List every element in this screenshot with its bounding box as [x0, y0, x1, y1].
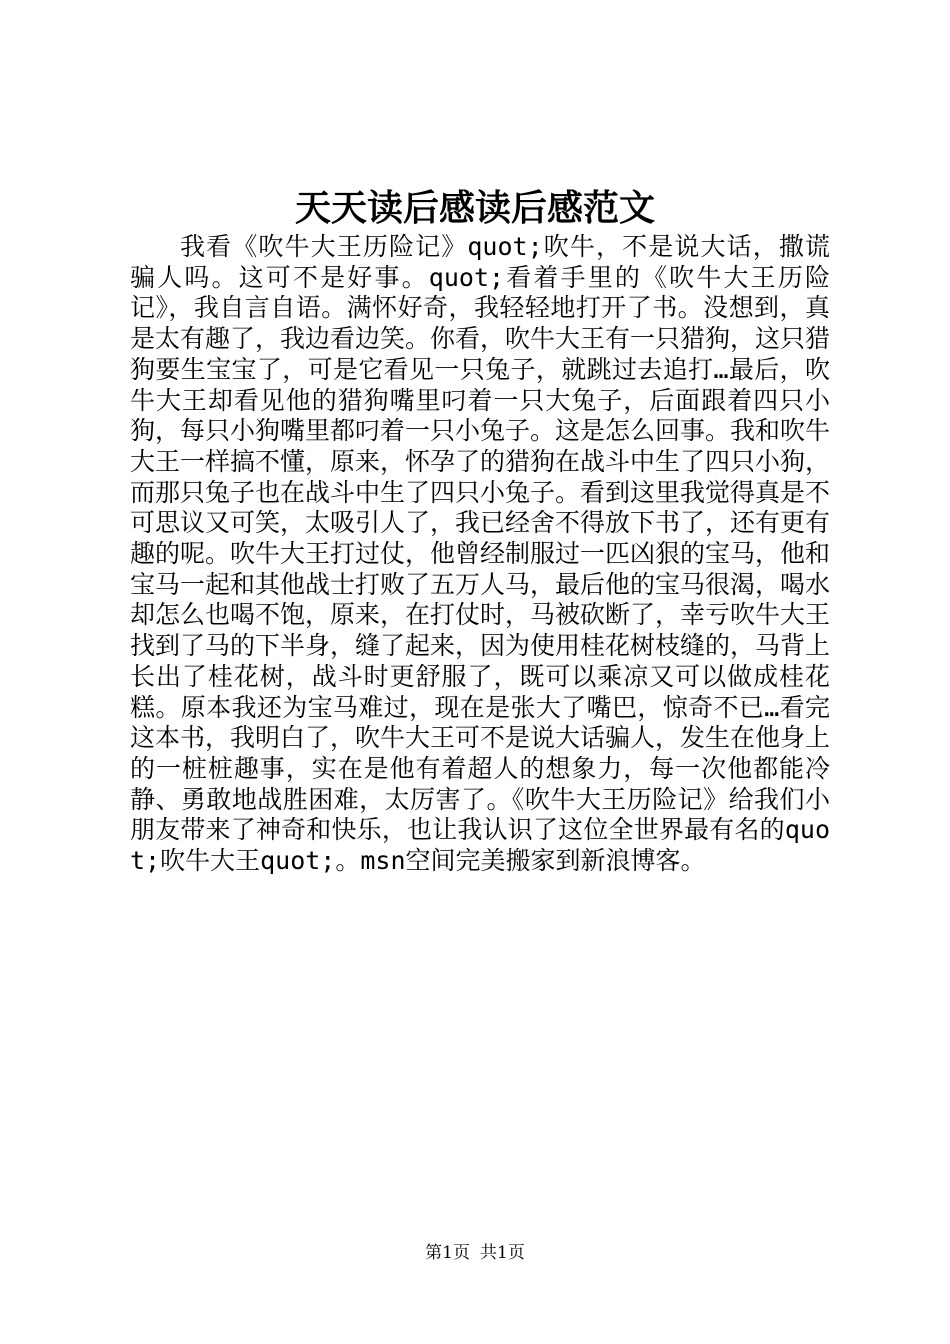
page-footer [0, 1240, 950, 1266]
page-number: 第1页 [425, 1243, 470, 1263]
page-total: 共1页 [480, 1243, 525, 1263]
document-body-paragraph: 我看《吹牛大王历险记》quot;吹牛，不是说大话，撒谎骗人吗。这可不是好事。quot;看着手里的《吹牛大王历险记》，我自言自语。满怀好奇，我轻轻地打开了书。没想到，真是太有趣了，我边看边笑。你看，吹牛大王有一只猎狗，这只猎狗要生宝宝了，可是它看见一只兔子，就跳过去追打…最后，吹牛大王却看见他的猎狗嘴里叼着一只大兔子，后面跟着四只小狗，每只小狗嘴里都叼着一只小兔子。这是怎么回事。我和吹牛大王一样搞不懂，原来，怀孕了的猎狗在战斗中生了四只小狗，而那只兔子也在战斗中生了四只小兔子。看到这里我觉得真是不可思议又可笑，太吸引人了，我已经舍不得放下书了，还有更有趣的呢。吹牛大王打过仗，他曾经制服过一匹凶狠的宝马，他和宝马一起和其他战士打败了五万人马，最后他的宝马很渴，喝水却怎么也喝不饱，原来，在打仗时，马被砍断了，幸亏吹牛大王找到了马的下半身，缝了起来，因为使用桂花树枝缝的，马背上长出了桂花树，战斗时更舒服了，既可以乘凉又可以做成桂花糕。原本我还为宝马难过，现在是张大了嘴巴，惊奇不已…看完这本书，我明白了，吹牛大王可不是说大话骗人，发生在他身上的一桩桩趣事，实在是他有着超人的想象力，每一次他都能冷静、勇敢地战胜困难，太厉害了。《吹牛大王历险记》给我们小朋友带来了神奇和快乐，也让我认识了这位全世界最有名的quot;吹牛大王quot;。msn空间完美搬家到新浪博客。 [130, 232, 831, 876]
document-title: 天天读后感读后感范文 [294, 187, 655, 229]
